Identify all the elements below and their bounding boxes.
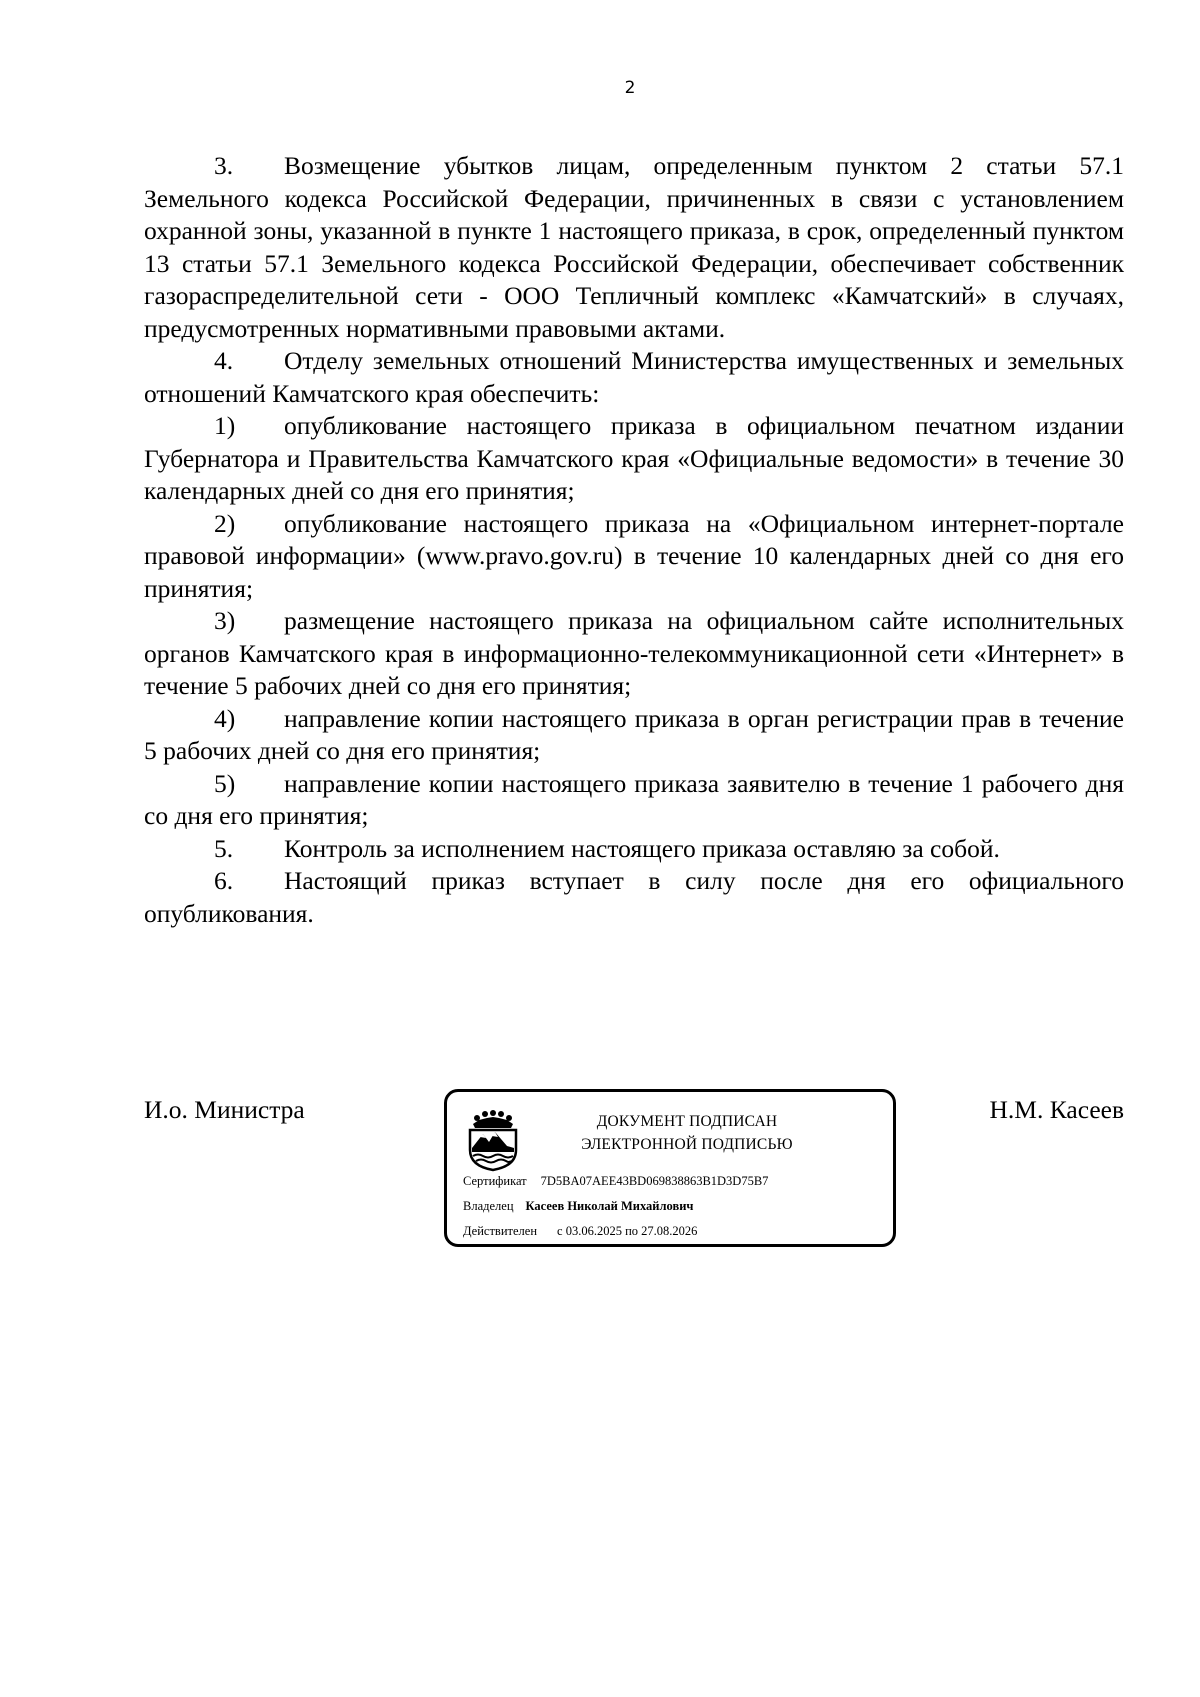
- paragraph-number: 5): [214, 768, 236, 798]
- paragraph-number: 3): [214, 606, 236, 635]
- paragraph-text: размещение настоящего приказа на официальном сайте исполнительных органов Камчатского края в информационно-телекоммуникационной сети «Интернет» в течение 5 рабочих дней со дня его принятия;: [144, 606, 1124, 700]
- page-number: 2: [624, 78, 636, 98]
- signer-name: Н.М. Касеев: [989, 1095, 1124, 1124]
- subitem-5: [144, 768, 1124, 833]
- paragraph-number: 1): [214, 411, 236, 440]
- paragraph-number: 2): [214, 508, 236, 538]
- stamp-owner-row: [463, 1199, 693, 1214]
- paragraph-text: Настоящий приказ вступает в силу после дня его официального опубликования.: [144, 866, 1124, 928]
- stamp-owner-value: Касеев Николай Михайлович: [525, 1199, 694, 1213]
- paragraph-6: [144, 865, 1124, 930]
- stamp-heading: [537, 1110, 837, 1156]
- electronic-signature-stamp: [444, 1089, 896, 1247]
- paragraph-number: 6.: [214, 866, 234, 895]
- paragraph-number: 5.: [214, 833, 234, 863]
- subitem-2: [144, 508, 1124, 606]
- stamp-validity-value: с 03.06.2025 по 27.08.2026: [557, 1224, 698, 1238]
- signer-position: И.о. Министра: [144, 1095, 305, 1124]
- stamp-certificate-value: 7D5BA07AEE43BD069838863B1D3D75B7: [540, 1174, 769, 1188]
- paragraph-text: направление копии настоящего приказа заявителю в течение 1 рабочего дня со дня его принятия;: [144, 768, 1124, 830]
- paragraph-number: 4): [214, 703, 236, 733]
- stamp-heading-line-2: ЭЛЕКТРОННОЙ ПОДПИСЬЮ: [581, 1136, 793, 1153]
- stamp-owner-label: Владелец: [463, 1199, 514, 1213]
- stamp-heading-line-1: ДОКУМЕНТ ПОДПИСАН: [596, 1113, 778, 1130]
- stamp-validity-label: Действителен: [463, 1224, 538, 1238]
- paragraph-text: опубликование настоящего приказа на «Официальном интернет-портале правовой информации» (www.pravo.gov.ru) в течение 10 календарных дней со дня его принятия;: [144, 508, 1124, 603]
- paragraph-text: опубликование настоящего приказа в официальном печатном издании Губернатора и Правительства Камчатского края «Официальные ведомости» в течение 30 календарных дней со дня его принятия;: [144, 411, 1124, 505]
- paragraph-text: Контроль за исполнением настоящего приказа оставляю за собой.: [284, 833, 1000, 863]
- paragraph-text: Возмещение убытков лицам, определенным пунктом 2 статьи 57.1 Земельного кодекса Российской Федерации, причиненных в связи с установлением охранной зоны, указанной в пункте 1 настоящего приказа, в срок, определенный пунктом 13 статьи 57.1 Земельного кодекса Российской Федерации, обеспечивает собственник газораспределительной сети - ООО Тепличный комплекс «Камчатский» в случаях, предусмотренных нормативными правовыми актами.: [144, 151, 1124, 343]
- stamp-validity-row: [463, 1224, 697, 1239]
- paragraph-number: 4.: [214, 346, 234, 375]
- kamchatka-coat-of-arms-icon: [465, 1110, 519, 1172]
- subitem-1: [144, 410, 1124, 508]
- paragraph-4: [144, 345, 1124, 410]
- paragraph-5: [144, 833, 1124, 866]
- paragraph-3: [144, 150, 1124, 345]
- subitem-3: [144, 605, 1124, 703]
- stamp-certificate-row: [463, 1174, 768, 1189]
- subitem-4: [144, 703, 1124, 768]
- paragraph-number: 3.: [214, 151, 234, 180]
- paragraph-text: Отделу земельных отношений Министерства имущественных и земельных отношений Камчатского края обеспечить:: [144, 346, 1124, 408]
- stamp-certificate-label: Сертификат: [463, 1174, 527, 1188]
- document-body: [144, 150, 1124, 930]
- paragraph-text: направление копии настоящего приказа в орган регистрации прав в течение 5 рабочих дней со дня его принятия;: [144, 703, 1124, 765]
